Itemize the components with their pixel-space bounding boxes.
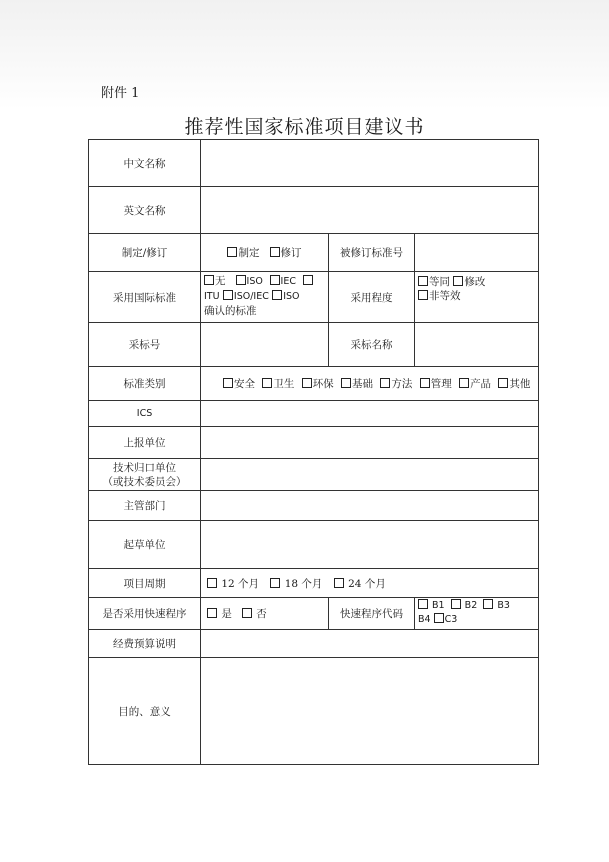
fast-track-options xyxy=(201,598,329,630)
ics-field[interactable] xyxy=(201,401,539,427)
option-b2[interactable]: B2 xyxy=(451,600,478,611)
option-iso-iec[interactable]: ISO/IEC xyxy=(223,291,269,302)
row-english-name xyxy=(89,187,539,234)
option-b3[interactable]: B3 xyxy=(483,600,510,611)
row-competent-dept xyxy=(89,491,539,521)
purpose-label: 目的、意义 xyxy=(89,658,201,765)
checkbox-icon xyxy=(270,275,280,285)
checkbox-icon xyxy=(418,599,428,609)
row-std-category xyxy=(89,367,539,401)
row-project-period xyxy=(89,569,539,598)
checkbox-icon xyxy=(302,378,312,388)
checkbox-icon xyxy=(262,378,272,388)
row-adopt-no xyxy=(89,323,539,367)
checkbox-icon xyxy=(227,247,237,257)
row-purpose xyxy=(89,658,539,765)
option-method[interactable]: 方法 xyxy=(380,378,412,390)
checkbox-icon xyxy=(418,276,428,286)
fast-track-code-options xyxy=(415,598,539,630)
checkbox-icon xyxy=(303,275,313,285)
option-18-months[interactable]: 18 个月 xyxy=(270,578,322,590)
checkbox-icon xyxy=(334,578,344,588)
checkbox-icon xyxy=(223,290,233,300)
row-budget xyxy=(89,630,539,658)
budget-label: 经费预算说明 xyxy=(89,630,201,658)
checkbox-icon xyxy=(270,247,280,257)
option-other[interactable]: 其他 xyxy=(498,378,530,390)
option-modified[interactable]: 修改 xyxy=(453,276,485,288)
checkbox-icon xyxy=(223,378,233,388)
row-tech-unit xyxy=(89,459,539,491)
option-24-months[interactable]: 24 个月 xyxy=(334,578,386,590)
project-period-label: 项目周期 xyxy=(89,569,201,598)
option-management[interactable]: 管理 xyxy=(420,378,452,390)
checkbox-icon xyxy=(459,378,469,388)
option-no[interactable]: 否 xyxy=(242,608,267,620)
checkbox-icon xyxy=(451,599,461,609)
row-drafting-unit xyxy=(89,521,539,569)
option-basic[interactable]: 基础 xyxy=(341,378,373,390)
std-category-options xyxy=(201,367,539,401)
proposal-form-table xyxy=(88,139,539,765)
row-fast-track xyxy=(89,598,539,630)
row-reporting-unit xyxy=(89,427,539,459)
checkbox-icon xyxy=(483,599,493,609)
fast-track-code-label: 快速程序代码 xyxy=(329,598,415,630)
adopt-name-field[interactable] xyxy=(415,323,539,367)
checkbox-icon xyxy=(418,290,428,300)
option-formulate[interactable]: 制定 xyxy=(227,247,259,259)
checkbox-icon xyxy=(420,378,430,388)
english-name-field[interactable] xyxy=(201,187,539,234)
english-name-label: 英文名称 xyxy=(89,187,201,234)
scan-shading xyxy=(0,0,609,110)
option-non-equivalent[interactable]: 非等效 xyxy=(418,290,461,302)
revised-std-field[interactable] xyxy=(415,234,539,272)
tech-unit-line2: （或技术委员会） xyxy=(102,475,187,488)
checkbox-icon xyxy=(242,608,252,618)
checkbox-icon xyxy=(204,275,214,285)
row-formulate-revise xyxy=(89,234,539,272)
reporting-unit-field[interactable] xyxy=(201,427,539,459)
option-yes[interactable]: 是 xyxy=(207,608,232,620)
checkbox-icon xyxy=(434,613,444,623)
option-none[interactable]: 无 xyxy=(204,275,226,287)
tech-unit-field[interactable] xyxy=(201,459,539,491)
formulate-revise-label: 制定/修订 xyxy=(89,234,201,272)
option-12-months[interactable]: 12 个月 xyxy=(207,578,259,590)
checkbox-icon xyxy=(236,275,246,285)
form-title: 推荐性国家标准项目建议书 xyxy=(184,116,425,138)
intl-standard-options xyxy=(201,272,329,323)
adopt-name-label: 采标名称 xyxy=(329,323,415,367)
adoption-degree-options xyxy=(415,272,539,323)
option-iso[interactable]: ISO xyxy=(236,276,263,287)
option-itu[interactable]: ITU xyxy=(204,276,314,302)
std-category-label: 标准类别 xyxy=(89,367,201,401)
checkbox-icon xyxy=(207,578,217,588)
adoption-degree-label: 采用程度 xyxy=(329,272,415,323)
option-iso-confirmed[interactable]: ISO xyxy=(272,291,299,302)
annex-label: 附件 1 xyxy=(101,86,140,101)
option-product[interactable]: 产品 xyxy=(459,378,491,390)
option-iec[interactable]: IEC xyxy=(270,276,296,287)
checkbox-icon xyxy=(272,290,282,300)
option-health[interactable]: 卫生 xyxy=(262,378,294,390)
iso-confirmed-tail: 确认的标准 xyxy=(204,305,257,317)
option-revise[interactable]: 修订 xyxy=(270,247,302,259)
budget-field[interactable] xyxy=(201,630,539,658)
row-ics xyxy=(89,401,539,427)
checkbox-icon xyxy=(453,276,463,286)
checkbox-icon xyxy=(270,578,280,588)
formulate-revise-options xyxy=(201,234,329,272)
option-c3[interactable]: C3 xyxy=(434,614,458,625)
reporting-unit-label: 上报单位 xyxy=(89,427,201,459)
checkbox-icon xyxy=(207,608,217,618)
competent-dept-field[interactable] xyxy=(201,491,539,521)
row-intl-standard xyxy=(89,272,539,323)
intl-standard-label: 采用国际标准 xyxy=(89,272,201,323)
ics-label: ICS xyxy=(89,401,201,427)
option-safety[interactable]: 安全 xyxy=(223,378,255,390)
checkbox-icon xyxy=(498,378,508,388)
adopt-no-label: 采标号 xyxy=(89,323,201,367)
adopt-no-field[interactable] xyxy=(201,323,329,367)
chinese-name-field[interactable] xyxy=(201,140,539,187)
option-b1[interactable]: B1 xyxy=(418,600,445,611)
competent-dept-label: 主管部门 xyxy=(89,491,201,521)
chinese-name-label: 中文名称 xyxy=(89,140,201,187)
checkbox-icon xyxy=(341,378,351,388)
drafting-unit-label: 起草单位 xyxy=(89,521,201,569)
tech-unit-line1: 技术归口单位 xyxy=(113,461,176,474)
tech-unit-label xyxy=(89,459,201,491)
purpose-field[interactable] xyxy=(201,658,539,765)
drafting-unit-field[interactable] xyxy=(201,521,539,569)
option-b4[interactable]: B4 xyxy=(418,614,431,625)
option-environment[interactable]: 环保 xyxy=(302,378,334,390)
option-identical[interactable]: 等同 xyxy=(418,276,450,288)
checkbox-icon xyxy=(380,378,390,388)
row-chinese-name xyxy=(89,140,539,187)
revised-std-label: 被修订标准号 xyxy=(329,234,415,272)
fast-track-label: 是否采用快速程序 xyxy=(89,598,201,630)
project-period-options xyxy=(201,569,539,598)
